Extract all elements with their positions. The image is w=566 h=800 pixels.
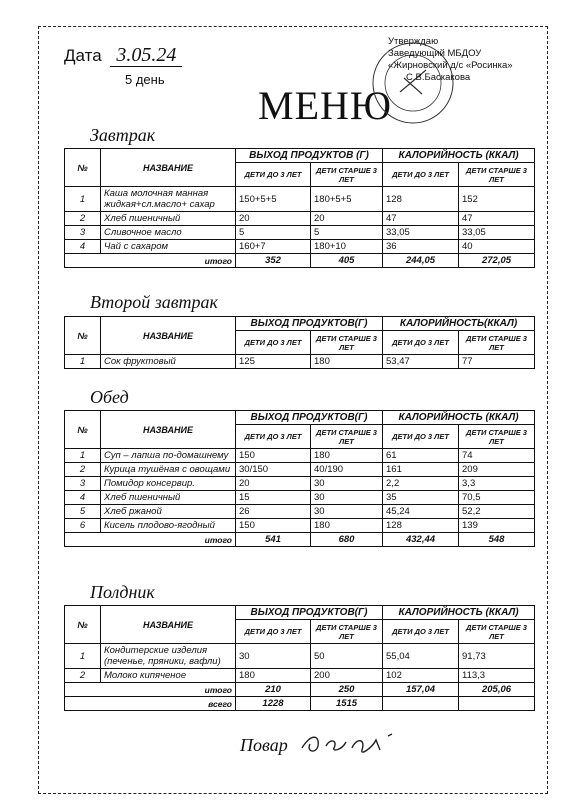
col-calories: КАЛОРИЙНОСТЬ (ККАЛ) <box>383 149 535 163</box>
row-output-over3: 180 <box>311 449 383 463</box>
row-cal-over3: 52,2 <box>459 505 535 519</box>
row-output-over3: 50 <box>311 644 383 669</box>
breakfast-title: Завтрак <box>90 125 156 145</box>
approval-line: С.В.Баскакова <box>406 72 471 83</box>
row-num: 2 <box>65 212 101 226</box>
second-breakfast-table <box>64 316 535 369</box>
total-cal-over3: 548 <box>459 533 535 547</box>
date-line <box>64 44 182 67</box>
row-num: 6 <box>65 519 101 533</box>
row-num: 2 <box>65 463 101 477</box>
breakfast-table <box>64 148 535 268</box>
row-output-over3: 20 <box>311 212 383 226</box>
total-cal-under3: 432,44 <box>383 533 459 547</box>
row-cal-over3: 47 <box>459 212 535 226</box>
row-num: 5 <box>65 505 101 519</box>
grand-output-over3: 1515 <box>311 697 383 711</box>
col-under3: ДЕТИ ДО 3 ЛЕТ <box>236 425 311 449</box>
row-cal-under3: 128 <box>383 519 459 533</box>
row-cal-under3: 161 <box>383 463 459 477</box>
lunch-table <box>64 410 535 547</box>
col-name: НАЗВАНИЕ <box>101 149 236 187</box>
col-name: НАЗВАНИЕ <box>101 317 236 355</box>
row-name: Кондитерские изделия (печенье, пряники, вафли) <box>101 644 236 669</box>
col-output: ВЫХОД ПРОДУКТОВ(Г) <box>236 317 383 331</box>
total-cal-under3: 157,04 <box>383 683 459 697</box>
total-output-over3: 405 <box>311 254 383 268</box>
table-row <box>65 226 535 240</box>
row-cal-over3: 139 <box>459 519 535 533</box>
total-cal-over3: 205,06 <box>459 683 535 697</box>
col-under3: ДЕТИ ДО 3 ЛЕТ <box>383 425 459 449</box>
date-value: 3.05.24 <box>110 44 182 67</box>
cook-label: Повар <box>240 735 288 755</box>
col-over3: ДЕТИ СТАРШЕ 3 ЛЕТ <box>459 163 535 187</box>
approval-line: Заведующий МБДОУ <box>388 48 482 59</box>
col-over3: ДЕТИ СТАРШЕ 3 ЛЕТ <box>311 163 383 187</box>
table-row <box>65 240 535 254</box>
row-name: Хлеб пшеничный <box>101 212 236 226</box>
grand-output-under3: 1228 <box>236 697 311 711</box>
row-num: 1 <box>65 355 101 369</box>
table-row <box>65 669 535 683</box>
row-num: 2 <box>65 669 101 683</box>
col-num: № <box>65 149 101 187</box>
col-calories: КАЛОРИЙНОСТЬ (ККАЛ) <box>383 606 535 620</box>
col-name: НАЗВАНИЕ <box>101 606 236 644</box>
row-cal-over3: 91,73 <box>459 644 535 669</box>
table-row <box>65 449 535 463</box>
row-cal-under3: 102 <box>383 669 459 683</box>
row-cal-under3: 35 <box>383 491 459 505</box>
row-output-under3: 30 <box>236 644 311 669</box>
col-num: № <box>65 317 101 355</box>
col-under3: ДЕТИ ДО 3 ЛЕТ <box>236 620 311 644</box>
row-output-under3: 125 <box>236 355 311 369</box>
total-label: итого <box>65 683 236 697</box>
row-num: 4 <box>65 240 101 254</box>
total-cal-over3: 272,05 <box>459 254 535 268</box>
day-label: 5 день <box>125 72 165 87</box>
total-label: итого <box>65 533 236 547</box>
col-output: ВЫХОД ПРОДУКТОВ (Г) <box>236 149 383 163</box>
row-cal-over3: 70,5 <box>459 491 535 505</box>
row-output-over3: 180+5+5 <box>311 187 383 212</box>
col-over3: ДЕТИ СТАРШЕ 3 ЛЕТ <box>311 331 383 355</box>
col-under3: ДЕТИ ДО 3 ЛЕТ <box>383 163 459 187</box>
row-output-over3: 180+10 <box>311 240 383 254</box>
row-name: Помидор консервир. <box>101 477 236 491</box>
total-output-under3: 210 <box>236 683 311 697</box>
table-row <box>65 477 535 491</box>
grand-total-label: всего <box>65 697 236 711</box>
col-output: ВЫХОД ПРОДУКТОВ(Г) <box>236 411 383 425</box>
row-output-over3: 200 <box>311 669 383 683</box>
col-over3: ДЕТИ СТАРШЕ 3 ЛЕТ <box>459 620 535 644</box>
grand-empty-cell <box>383 697 459 711</box>
approval-block <box>388 36 513 84</box>
row-output-under3: 160+7 <box>236 240 311 254</box>
lunch-title: Обед <box>90 387 129 407</box>
row-cal-under3: 47 <box>383 212 459 226</box>
col-under3: ДЕТИ ДО 3 ЛЕТ <box>383 620 459 644</box>
row-output-under3: 180 <box>236 669 311 683</box>
col-over3: ДЕТИ СТАРШЕ 3 ЛЕТ <box>311 620 383 644</box>
col-over3: ДЕТИ СТАРШЕ 3 ЛЕТ <box>311 425 383 449</box>
col-under3: ДЕТИ ДО 3 ЛЕТ <box>236 163 311 187</box>
row-name: Кисель плодово-ягодный <box>101 519 236 533</box>
row-output-over3: 5 <box>311 226 383 240</box>
row-name: Курица тушёная с овощами <box>101 463 236 477</box>
col-under3: ДЕТИ ДО 3 ЛЕТ <box>236 331 311 355</box>
row-cal-over3: 152 <box>459 187 535 212</box>
total-output-under3: 541 <box>236 533 311 547</box>
total-cal-under3: 244,05 <box>383 254 459 268</box>
row-cal-under3: 2,2 <box>383 477 459 491</box>
row-cal-over3: 3,3 <box>459 477 535 491</box>
row-cal-over3: 74 <box>459 449 535 463</box>
row-cal-over3: 209 <box>459 463 535 477</box>
row-output-under3: 30/150 <box>236 463 311 477</box>
col-calories: КАЛОРИЙНОСТЬ(ККАЛ) <box>383 317 535 331</box>
table-row <box>65 212 535 226</box>
total-row <box>65 533 535 547</box>
row-output-over3: 30 <box>311 491 383 505</box>
row-output-under3: 15 <box>236 491 311 505</box>
grand-total-row <box>65 697 535 711</box>
col-under3: ДЕТИ ДО 3 ЛЕТ <box>383 331 459 355</box>
total-label: итого <box>65 254 236 268</box>
col-over3: ДЕТИ СТАРШЕ 3 ЛЕТ <box>459 331 535 355</box>
total-row <box>65 254 535 268</box>
row-name: Каша молочная манная жидкая+сл.масло+ сахар <box>101 187 236 212</box>
row-output-over3: 30 <box>311 477 383 491</box>
row-cal-over3: 113,3 <box>459 669 535 683</box>
row-output-under3: 26 <box>236 505 311 519</box>
table-row <box>65 491 535 505</box>
row-name: Сок фруктовый <box>101 355 236 369</box>
row-cal-over3: 33,05 <box>459 226 535 240</box>
page-title: МЕНЮ <box>258 83 392 128</box>
row-cal-under3: 128 <box>383 187 459 212</box>
table-row <box>65 644 535 669</box>
row-num: 4 <box>65 491 101 505</box>
row-output-under3: 150+5+5 <box>236 187 311 212</box>
row-cal-under3: 53,47 <box>383 355 459 369</box>
date-label: Дата <box>64 46 102 65</box>
snack-title: Полдник <box>90 582 155 602</box>
row-num: 1 <box>65 187 101 212</box>
col-calories: КАЛОРИЙНОСТЬ (ККАЛ) <box>383 411 535 425</box>
row-name: Суп – лапша по-домашнему <box>101 449 236 463</box>
row-output-over3: 180 <box>311 355 383 369</box>
row-cal-under3: 45,24 <box>383 505 459 519</box>
row-output-under3: 20 <box>236 477 311 491</box>
col-output: ВЫХОД ПРОДУКТОВ(Г) <box>236 606 383 620</box>
row-cal-under3: 55,04 <box>383 644 459 669</box>
table-row <box>65 505 535 519</box>
row-name: Хлеб пшеничный <box>101 491 236 505</box>
total-output-over3: 680 <box>311 533 383 547</box>
row-cal-under3: 33,05 <box>383 226 459 240</box>
row-name: Сливочное масло <box>101 226 236 240</box>
col-num: № <box>65 411 101 449</box>
row-name: Хлеб ржаной <box>101 505 236 519</box>
table-row <box>65 187 535 212</box>
col-over3: ДЕТИ СТАРШЕ 3 ЛЕТ <box>459 425 535 449</box>
row-output-over3: 40/190 <box>311 463 383 477</box>
col-name: НАЗВАНИЕ <box>101 411 236 449</box>
cook-signature <box>296 728 406 758</box>
approval-line: Утверждаю <box>388 36 439 47</box>
row-name: Молоко кипяченое <box>101 669 236 683</box>
row-cal-under3: 36 <box>383 240 459 254</box>
row-output-over3: 30 <box>311 505 383 519</box>
row-output-under3: 150 <box>236 519 311 533</box>
total-row <box>65 683 535 697</box>
table-row <box>65 463 535 477</box>
row-num: 3 <box>65 226 101 240</box>
grand-empty-cell <box>459 697 535 711</box>
row-num: 1 <box>65 644 101 669</box>
row-output-over3: 180 <box>311 519 383 533</box>
second-breakfast-title: Второй завтрак <box>90 292 218 312</box>
row-output-under3: 150 <box>236 449 311 463</box>
col-num: № <box>65 606 101 644</box>
row-output-under3: 20 <box>236 212 311 226</box>
table-row <box>65 519 535 533</box>
total-output-over3: 250 <box>311 683 383 697</box>
total-output-under3: 352 <box>236 254 311 268</box>
row-output-under3: 5 <box>236 226 311 240</box>
table-row <box>65 355 535 369</box>
approval-line: «Жирновский д/с «Росинка» <box>388 60 513 71</box>
row-cal-over3: 77 <box>459 355 535 369</box>
row-num: 1 <box>65 449 101 463</box>
row-num: 3 <box>65 477 101 491</box>
row-cal-under3: 61 <box>383 449 459 463</box>
row-name: Чай с сахаром <box>101 240 236 254</box>
row-cal-over3: 40 <box>459 240 535 254</box>
snack-table <box>64 605 535 711</box>
